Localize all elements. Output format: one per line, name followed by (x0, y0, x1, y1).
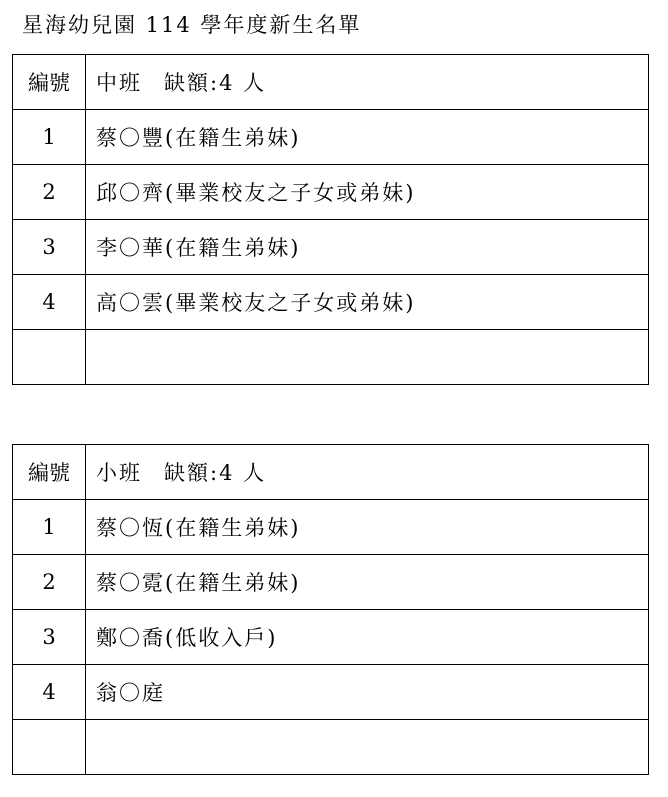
student-name: 高〇雲(畢業校友之子女或弟妹) (86, 275, 649, 330)
middle-class-table (12, 54, 649, 385)
vacancy-label: 缺額:4 人 (164, 461, 267, 485)
student-name: 鄭〇喬(低收入戶) (86, 610, 649, 665)
row-number: 1 (13, 500, 86, 555)
row-number: 4 (13, 665, 86, 720)
table-row (13, 275, 649, 330)
class-name: 中班 (96, 71, 142, 95)
student-name (86, 720, 649, 775)
student-name: 蔡〇恆(在籍生弟妹) (86, 500, 649, 555)
row-number: 2 (13, 165, 86, 220)
student-name (86, 330, 649, 385)
vacancy-label: 缺額:4 人 (164, 71, 267, 95)
table-header-row (13, 55, 649, 110)
row-number: 3 (13, 610, 86, 665)
student-name: 蔡〇豐(在籍生弟妹) (86, 110, 649, 165)
row-number (13, 330, 86, 385)
student-name: 蔡〇霓(在籍生弟妹) (86, 555, 649, 610)
class-name: 小班 (96, 461, 142, 485)
table-row (13, 665, 649, 720)
row-number (13, 720, 86, 775)
header-class-cell (86, 445, 649, 500)
row-number: 4 (13, 275, 86, 330)
header-number-cell: 編號 (13, 445, 86, 500)
document-title: 星海幼兒園 114 學年度新生名單 (22, 13, 362, 37)
row-number: 3 (13, 220, 86, 275)
table-row (13, 110, 649, 165)
header-class-cell (86, 55, 649, 110)
table-row (13, 555, 649, 610)
student-name: 翁〇庭 (86, 665, 649, 720)
header-number-cell: 編號 (13, 55, 86, 110)
table-row (13, 500, 649, 555)
table-header-row (13, 445, 649, 500)
row-number: 2 (13, 555, 86, 610)
table-row-empty (13, 330, 649, 385)
student-name: 李〇華(在籍生弟妹) (86, 220, 649, 275)
table-row (13, 165, 649, 220)
small-class-table (12, 444, 649, 775)
student-name: 邱〇齊(畢業校友之子女或弟妹) (86, 165, 649, 220)
row-number: 1 (13, 110, 86, 165)
table-row-empty (13, 720, 649, 775)
table-row (13, 610, 649, 665)
table-row (13, 220, 649, 275)
